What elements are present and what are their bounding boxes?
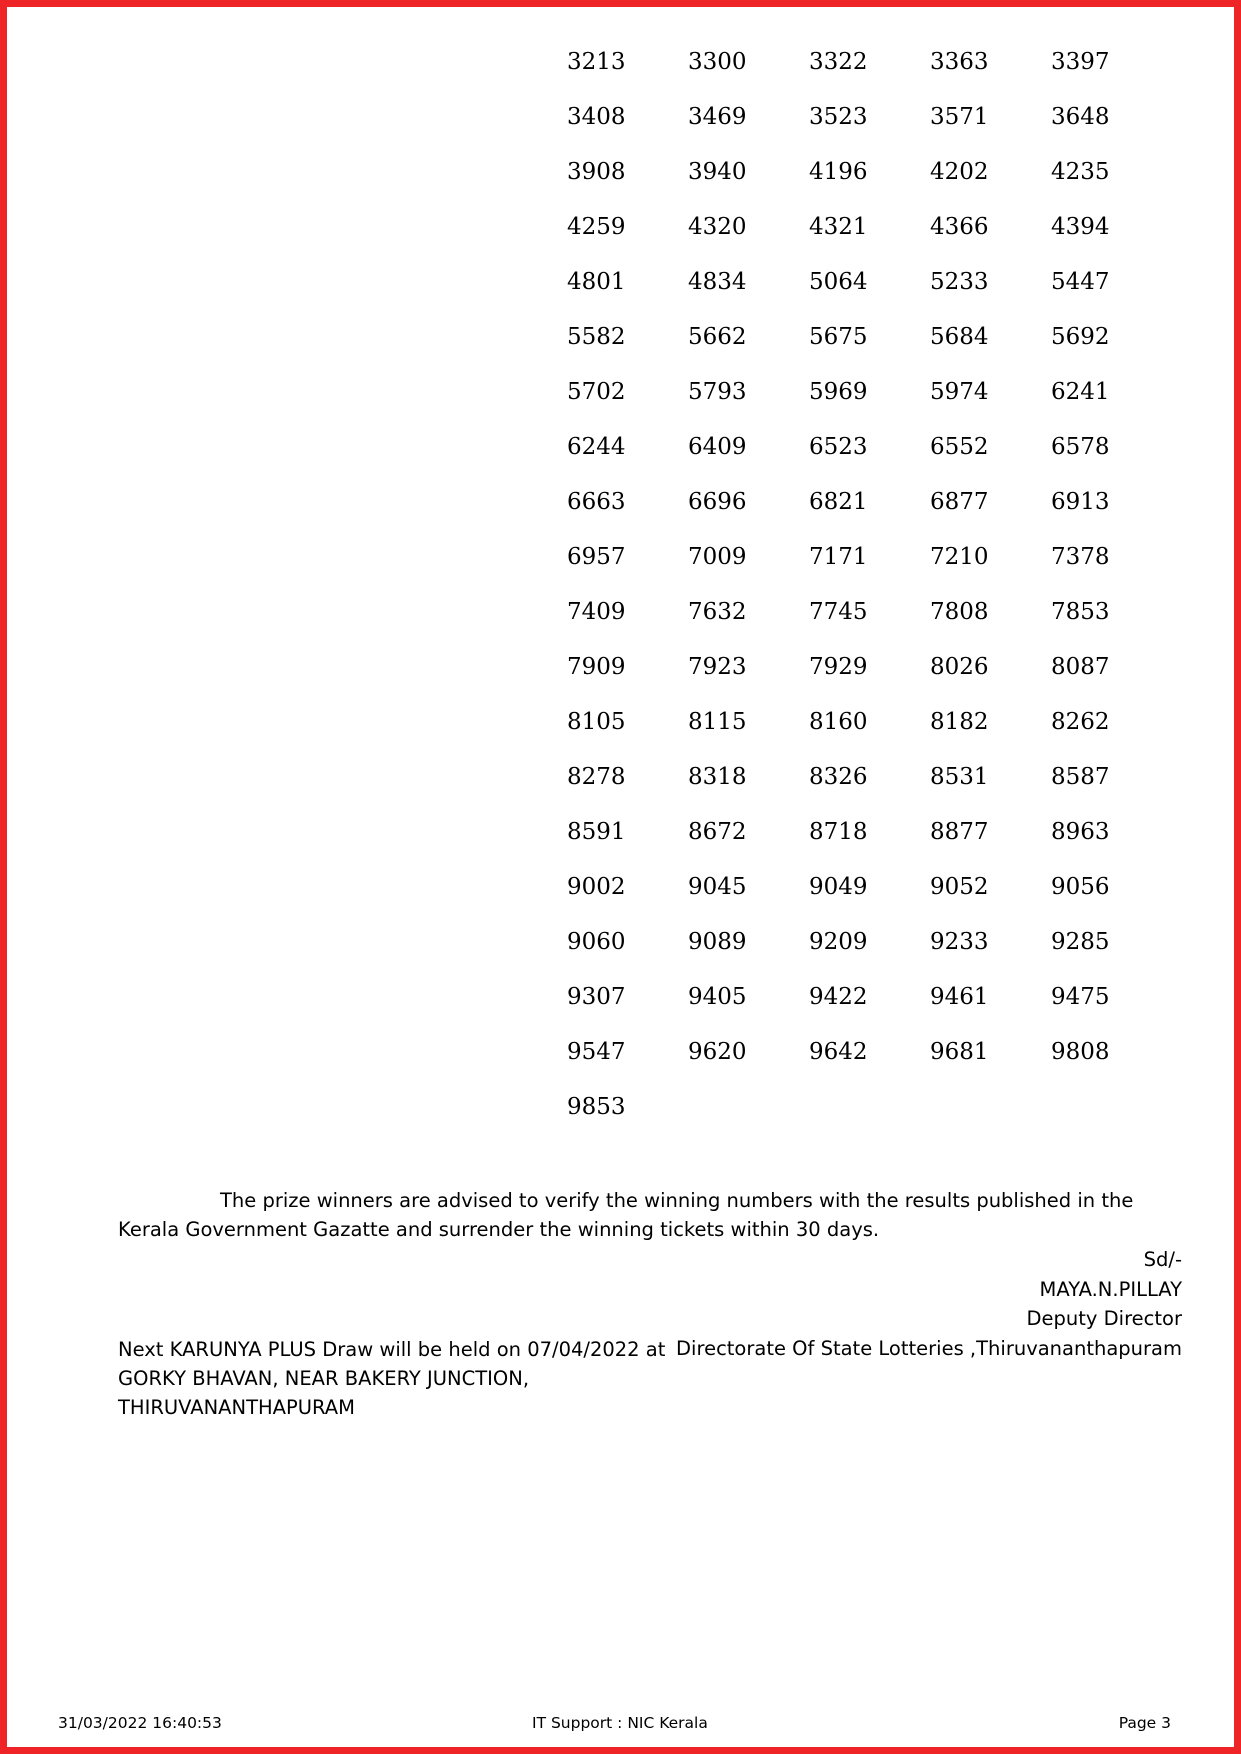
winning-number: 5675: [809, 324, 868, 350]
winning-number: 6663: [567, 489, 626, 515]
winning-number: 3469: [688, 104, 747, 130]
winning-number: 4801: [567, 269, 626, 295]
winning-number: 4394: [1051, 214, 1110, 240]
winning-number: 5582: [567, 324, 626, 350]
winning-number: 5684: [930, 324, 989, 350]
signatory-designation: Deputy Director: [1026, 1307, 1182, 1330]
footer-timestamp: 31/03/2022 16:40:53: [58, 1714, 222, 1732]
winning-number: 6244: [567, 434, 626, 460]
winning-number: 8587: [1051, 764, 1110, 790]
winning-number: 7409: [567, 599, 626, 625]
winning-number: 8026: [930, 654, 989, 680]
winning-number: 9060: [567, 929, 626, 955]
winning-number: 8591: [567, 819, 626, 845]
winning-numbers-grid: [567, 38, 1172, 1138]
next-draw-line: GORKY BHAVAN, NEAR BAKERY JUNCTION,: [118, 1367, 530, 1390]
winning-number: 3940: [688, 159, 747, 185]
winning-number: 3300: [688, 49, 747, 75]
winning-number: 8963: [1051, 819, 1110, 845]
winning-number: 9285: [1051, 929, 1110, 955]
winning-number: 6523: [809, 434, 868, 460]
winning-number: 3397: [1051, 49, 1110, 75]
winning-number: 6578: [1051, 434, 1110, 460]
winning-number: 5233: [930, 269, 989, 295]
winning-number: 9002: [567, 874, 626, 900]
signature-sd: Sd/-: [1143, 1248, 1182, 1271]
winning-number: 3213: [567, 49, 626, 75]
winning-number: 9209: [809, 929, 868, 955]
winning-number: 3908: [567, 159, 626, 185]
winning-number: 6696: [688, 489, 747, 515]
winning-number: 9089: [688, 929, 747, 955]
winning-number: 4196: [809, 159, 868, 185]
footer-it-support: IT Support : NIC Kerala: [532, 1714, 708, 1732]
winning-number: 9853: [567, 1094, 626, 1120]
winning-number: 3648: [1051, 104, 1110, 130]
winning-number: 5974: [930, 379, 989, 405]
winning-number: 4259: [567, 214, 626, 240]
winning-number: 4321: [809, 214, 868, 240]
winning-number: 8531: [930, 764, 989, 790]
winning-number: 5969: [809, 379, 868, 405]
winning-number: 6821: [809, 489, 868, 515]
winning-number: 9422: [809, 984, 868, 1010]
signatory-office: Directorate Of State Lotteries ,Thiruvananthapuram: [676, 1337, 1182, 1360]
winning-number: 5447: [1051, 269, 1110, 295]
winning-number: 9307: [567, 984, 626, 1010]
winning-number: 9049: [809, 874, 868, 900]
winning-number: 3571: [930, 104, 989, 130]
winning-number: 3363: [930, 49, 989, 75]
winning-number: 7853: [1051, 599, 1110, 625]
winning-number: 3408: [567, 104, 626, 130]
winning-number: 6409: [688, 434, 747, 460]
winning-number: 9045: [688, 874, 747, 900]
winning-number: 9052: [930, 874, 989, 900]
winning-number: 7745: [809, 599, 868, 625]
winning-number: 9461: [930, 984, 989, 1010]
next-draw-notice: [118, 1335, 678, 1422]
next-draw-line: Next KARUNYA PLUS Draw will be held on 07/04/2022 at: [118, 1338, 666, 1361]
winning-number: 7210: [930, 544, 989, 570]
winning-number: 8278: [567, 764, 626, 790]
footer-page-number: Page 3: [1118, 1714, 1171, 1732]
winning-number: 7171: [809, 544, 868, 570]
winning-number: 7929: [809, 654, 868, 680]
winning-number: 9405: [688, 984, 747, 1010]
winning-number: 7009: [688, 544, 747, 570]
signatory-name: MAYA.N.PILLAY: [1039, 1278, 1182, 1301]
winning-number: 6957: [567, 544, 626, 570]
next-draw-line: THIRUVANANTHAPURAM: [118, 1396, 355, 1419]
winning-number: 5702: [567, 379, 626, 405]
winning-number: 8326: [809, 764, 868, 790]
winning-number: 9642: [809, 1039, 868, 1065]
winning-number: 3322: [809, 49, 868, 75]
winning-number: 8318: [688, 764, 747, 790]
advisory-text: The prize winners are advised to verify the winning numbers with the results published in the Kerala Government Gazatte and surrender the winning tickets within 30 days.: [118, 1189, 1134, 1241]
winning-number: 5692: [1051, 324, 1110, 350]
winning-number: 7378: [1051, 544, 1110, 570]
winning-number: 9056: [1051, 874, 1110, 900]
winning-number: 6877: [930, 489, 989, 515]
winning-number: 8182: [930, 709, 989, 735]
winning-number: 9547: [567, 1039, 626, 1065]
winning-number: 4202: [930, 159, 989, 185]
winning-number: 4235: [1051, 159, 1110, 185]
winning-number: 5662: [688, 324, 747, 350]
winning-number: 8160: [809, 709, 868, 735]
winning-number: 7909: [567, 654, 626, 680]
winning-number: 8115: [688, 709, 747, 735]
winning-number: 6913: [1051, 489, 1110, 515]
winning-number: 6552: [930, 434, 989, 460]
winning-number: 5064: [809, 269, 868, 295]
winning-number: 7632: [688, 599, 747, 625]
winning-number: 8087: [1051, 654, 1110, 680]
winning-number: 9681: [930, 1039, 989, 1065]
winning-number: 4834: [688, 269, 747, 295]
winning-number: 8877: [930, 819, 989, 845]
winning-number: 8718: [809, 819, 868, 845]
winning-number: 8262: [1051, 709, 1110, 735]
winning-number: 8105: [567, 709, 626, 735]
winning-number: 3523: [809, 104, 868, 130]
winning-number: 9475: [1051, 984, 1110, 1010]
winning-number: 9233: [930, 929, 989, 955]
winning-number: 5793: [688, 379, 747, 405]
winning-number: 7923: [688, 654, 747, 680]
winning-number: 6241: [1051, 379, 1110, 405]
winning-number: 7808: [930, 599, 989, 625]
winning-number: 9620: [688, 1039, 747, 1065]
winning-number: 8672: [688, 819, 747, 845]
winning-number: 9808: [1051, 1039, 1110, 1065]
winning-number: 4366: [930, 214, 989, 240]
winning-number: 4320: [688, 214, 747, 240]
